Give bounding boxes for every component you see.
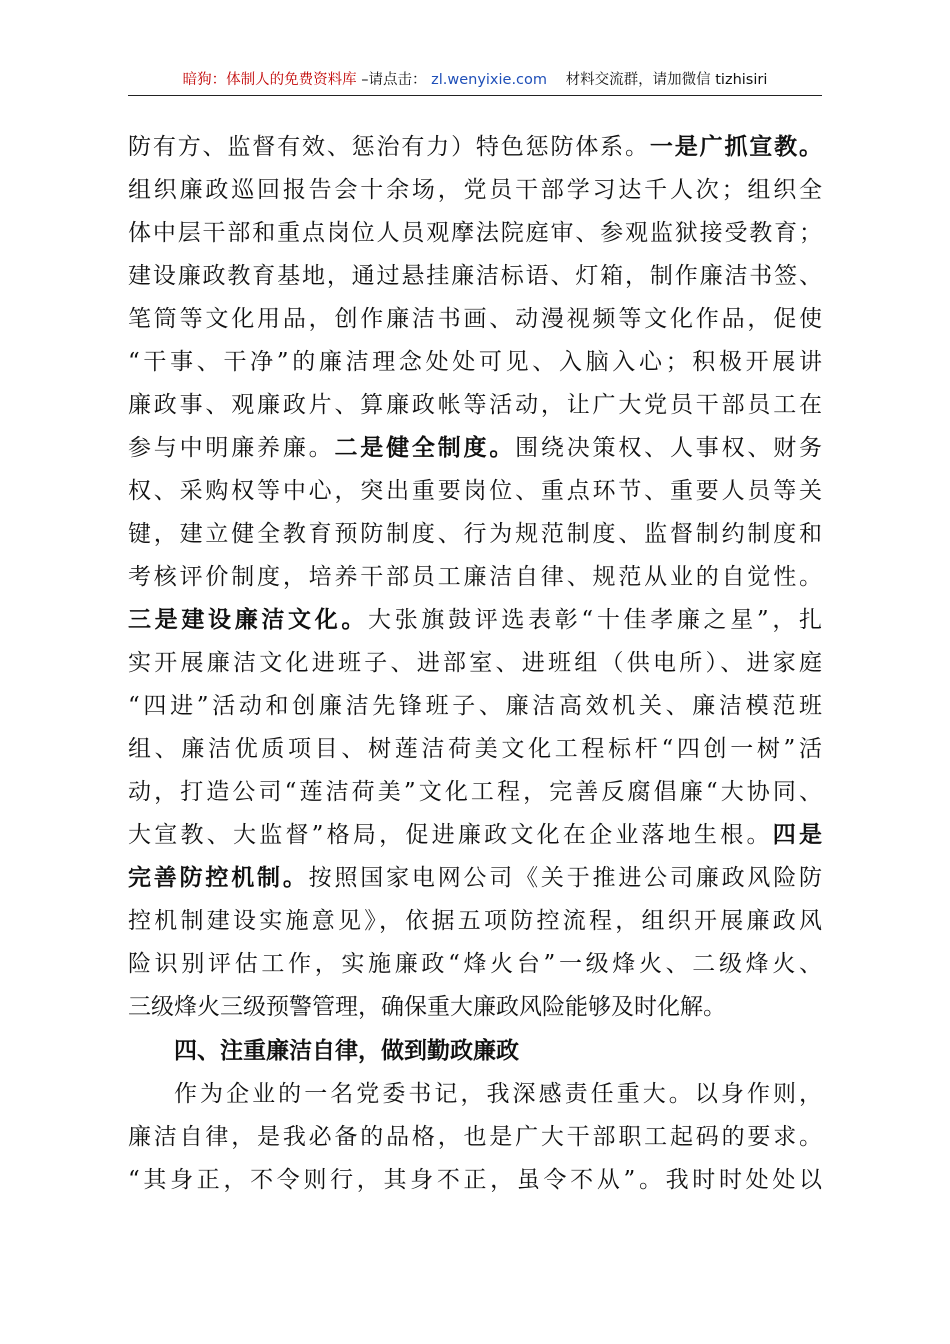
bold-phrase: 四是 bbox=[772, 822, 822, 848]
text-line bbox=[128, 771, 822, 814]
header-brand: 暗狗：体制人的免费资料库 bbox=[182, 72, 357, 88]
text-line bbox=[128, 685, 822, 728]
text-line bbox=[128, 513, 822, 556]
text-run: 建设廉政教育基地，通过悬挂廉洁标语、灯箱，制作廉洁书签、 bbox=[128, 263, 822, 289]
bold-phrase: 一是广抓宣教。 bbox=[649, 134, 822, 160]
text-line bbox=[128, 728, 822, 771]
text-line bbox=[128, 341, 822, 384]
header-divider bbox=[128, 95, 822, 96]
text-line bbox=[128, 1159, 822, 1202]
header-group-text: 材料交流群，请加微信 tizhisiri bbox=[565, 72, 768, 88]
bold-phrase: 完善防控机制。 bbox=[128, 865, 309, 891]
text-line bbox=[128, 814, 822, 857]
text-line bbox=[128, 212, 822, 255]
text-line bbox=[128, 169, 822, 212]
text-run: 实开展廉洁文化进班子、进部室、进班组（供电所）、进家庭 bbox=[128, 650, 822, 676]
text-run: 组、廉洁优质项目、树莲洁荷美文化工程标杆“四创一树”活 bbox=[128, 736, 822, 762]
text-run: 动，打造公司“莲洁荷美”文化工程，完善反腐倡廉“大协同、 bbox=[128, 779, 822, 805]
text-line bbox=[128, 642, 822, 685]
text-run: 大宣教、大监督”格局，促进廉政文化在企业落地生根。 bbox=[128, 822, 773, 848]
header-click-prefix: –请点击： bbox=[361, 72, 427, 88]
text-run: 大张旗鼓评选表彰“十佳孝廉之星”，扎 bbox=[368, 607, 822, 633]
text-line bbox=[128, 427, 822, 470]
text-run: 键，建立健全教育预防制度、行为规范制度、监督制约制度和 bbox=[128, 521, 822, 547]
text-run: 防有方、监督有效、惩治有力）特色惩防体系。 bbox=[128, 134, 650, 160]
bold-phrase: 四、注重廉洁自律，做到勤政廉政 bbox=[174, 1038, 519, 1064]
text-run: 廉政事、观廉政片、算廉政帐等活动，让广大党员干部员工在 bbox=[128, 392, 822, 418]
text-run: “四进”活动和创廉洁先锋班子、廉洁高效机关、廉洁模范班 bbox=[128, 693, 822, 719]
text-run: 作为企业的一名党委书记，我深感责任重大。以身作则， bbox=[174, 1081, 822, 1107]
text-run: 考核评价制度，培养干部员工廉洁自律、规范从业的自觉性。 bbox=[128, 564, 822, 590]
text-line bbox=[128, 470, 822, 513]
text-line bbox=[128, 857, 822, 900]
text-line bbox=[128, 986, 822, 1029]
text-line bbox=[128, 1116, 822, 1159]
text-run: 控机制建设实施意见》，依据五项防控流程，组织开展廉政风 bbox=[128, 908, 822, 934]
text-line bbox=[128, 556, 822, 599]
text-line bbox=[128, 900, 822, 943]
bold-phrase: 三是建设廉洁文化。 bbox=[128, 607, 369, 633]
text-run: 按照国家电网公司《关于推进公司廉政风险防 bbox=[308, 865, 822, 891]
page-header bbox=[128, 66, 822, 94]
text-run: “其身正，不令则行，其身不正，虽令不从”。我时时处处以 bbox=[128, 1167, 822, 1193]
text-line bbox=[128, 126, 822, 169]
text-line bbox=[128, 384, 822, 427]
text-line bbox=[128, 943, 822, 986]
text-run: 笔筒等文化用品，创作廉洁书画、动漫视频等文化作品，促使 bbox=[128, 306, 822, 332]
text-run: 参与中明廉养廉。 bbox=[128, 435, 335, 461]
text-run: 廉洁自律，是我必备的品格，也是广大干部职工起码的要求。 bbox=[128, 1124, 822, 1150]
text-run: 险识别评估工作，实施廉政“烽火台”一级烽火、二级烽火、 bbox=[128, 951, 822, 977]
text-line bbox=[128, 298, 822, 341]
bold-phrase: 二是健全制度。 bbox=[334, 435, 516, 461]
text-run: 三级烽火三级预警管理，确保重大廉政风险能够及时化解。 bbox=[128, 994, 726, 1020]
text-line bbox=[128, 1073, 822, 1116]
text-line bbox=[128, 599, 822, 642]
text-run: 权、采购权等中心，突出重要岗位、重点环节、重要人员等关 bbox=[128, 478, 822, 504]
text-line bbox=[128, 255, 822, 298]
section-heading bbox=[128, 1029, 822, 1073]
text-run: “干事、干净”的廉洁理念处处可见、入脑入心；积极开展讲 bbox=[128, 349, 822, 375]
text-run: 体中层干部和重点岗位人员观摩法院庭审、参观监狱接受教育； bbox=[128, 220, 822, 246]
document-body bbox=[128, 126, 822, 1202]
text-run: 组织廉政巡回报告会十余场，党员干部学习达千人次；组织全 bbox=[128, 177, 822, 203]
text-run: 围绕决策权、人事权、财务 bbox=[515, 435, 822, 461]
header-url-link[interactable]: zl.wenyixie.com bbox=[431, 72, 548, 88]
